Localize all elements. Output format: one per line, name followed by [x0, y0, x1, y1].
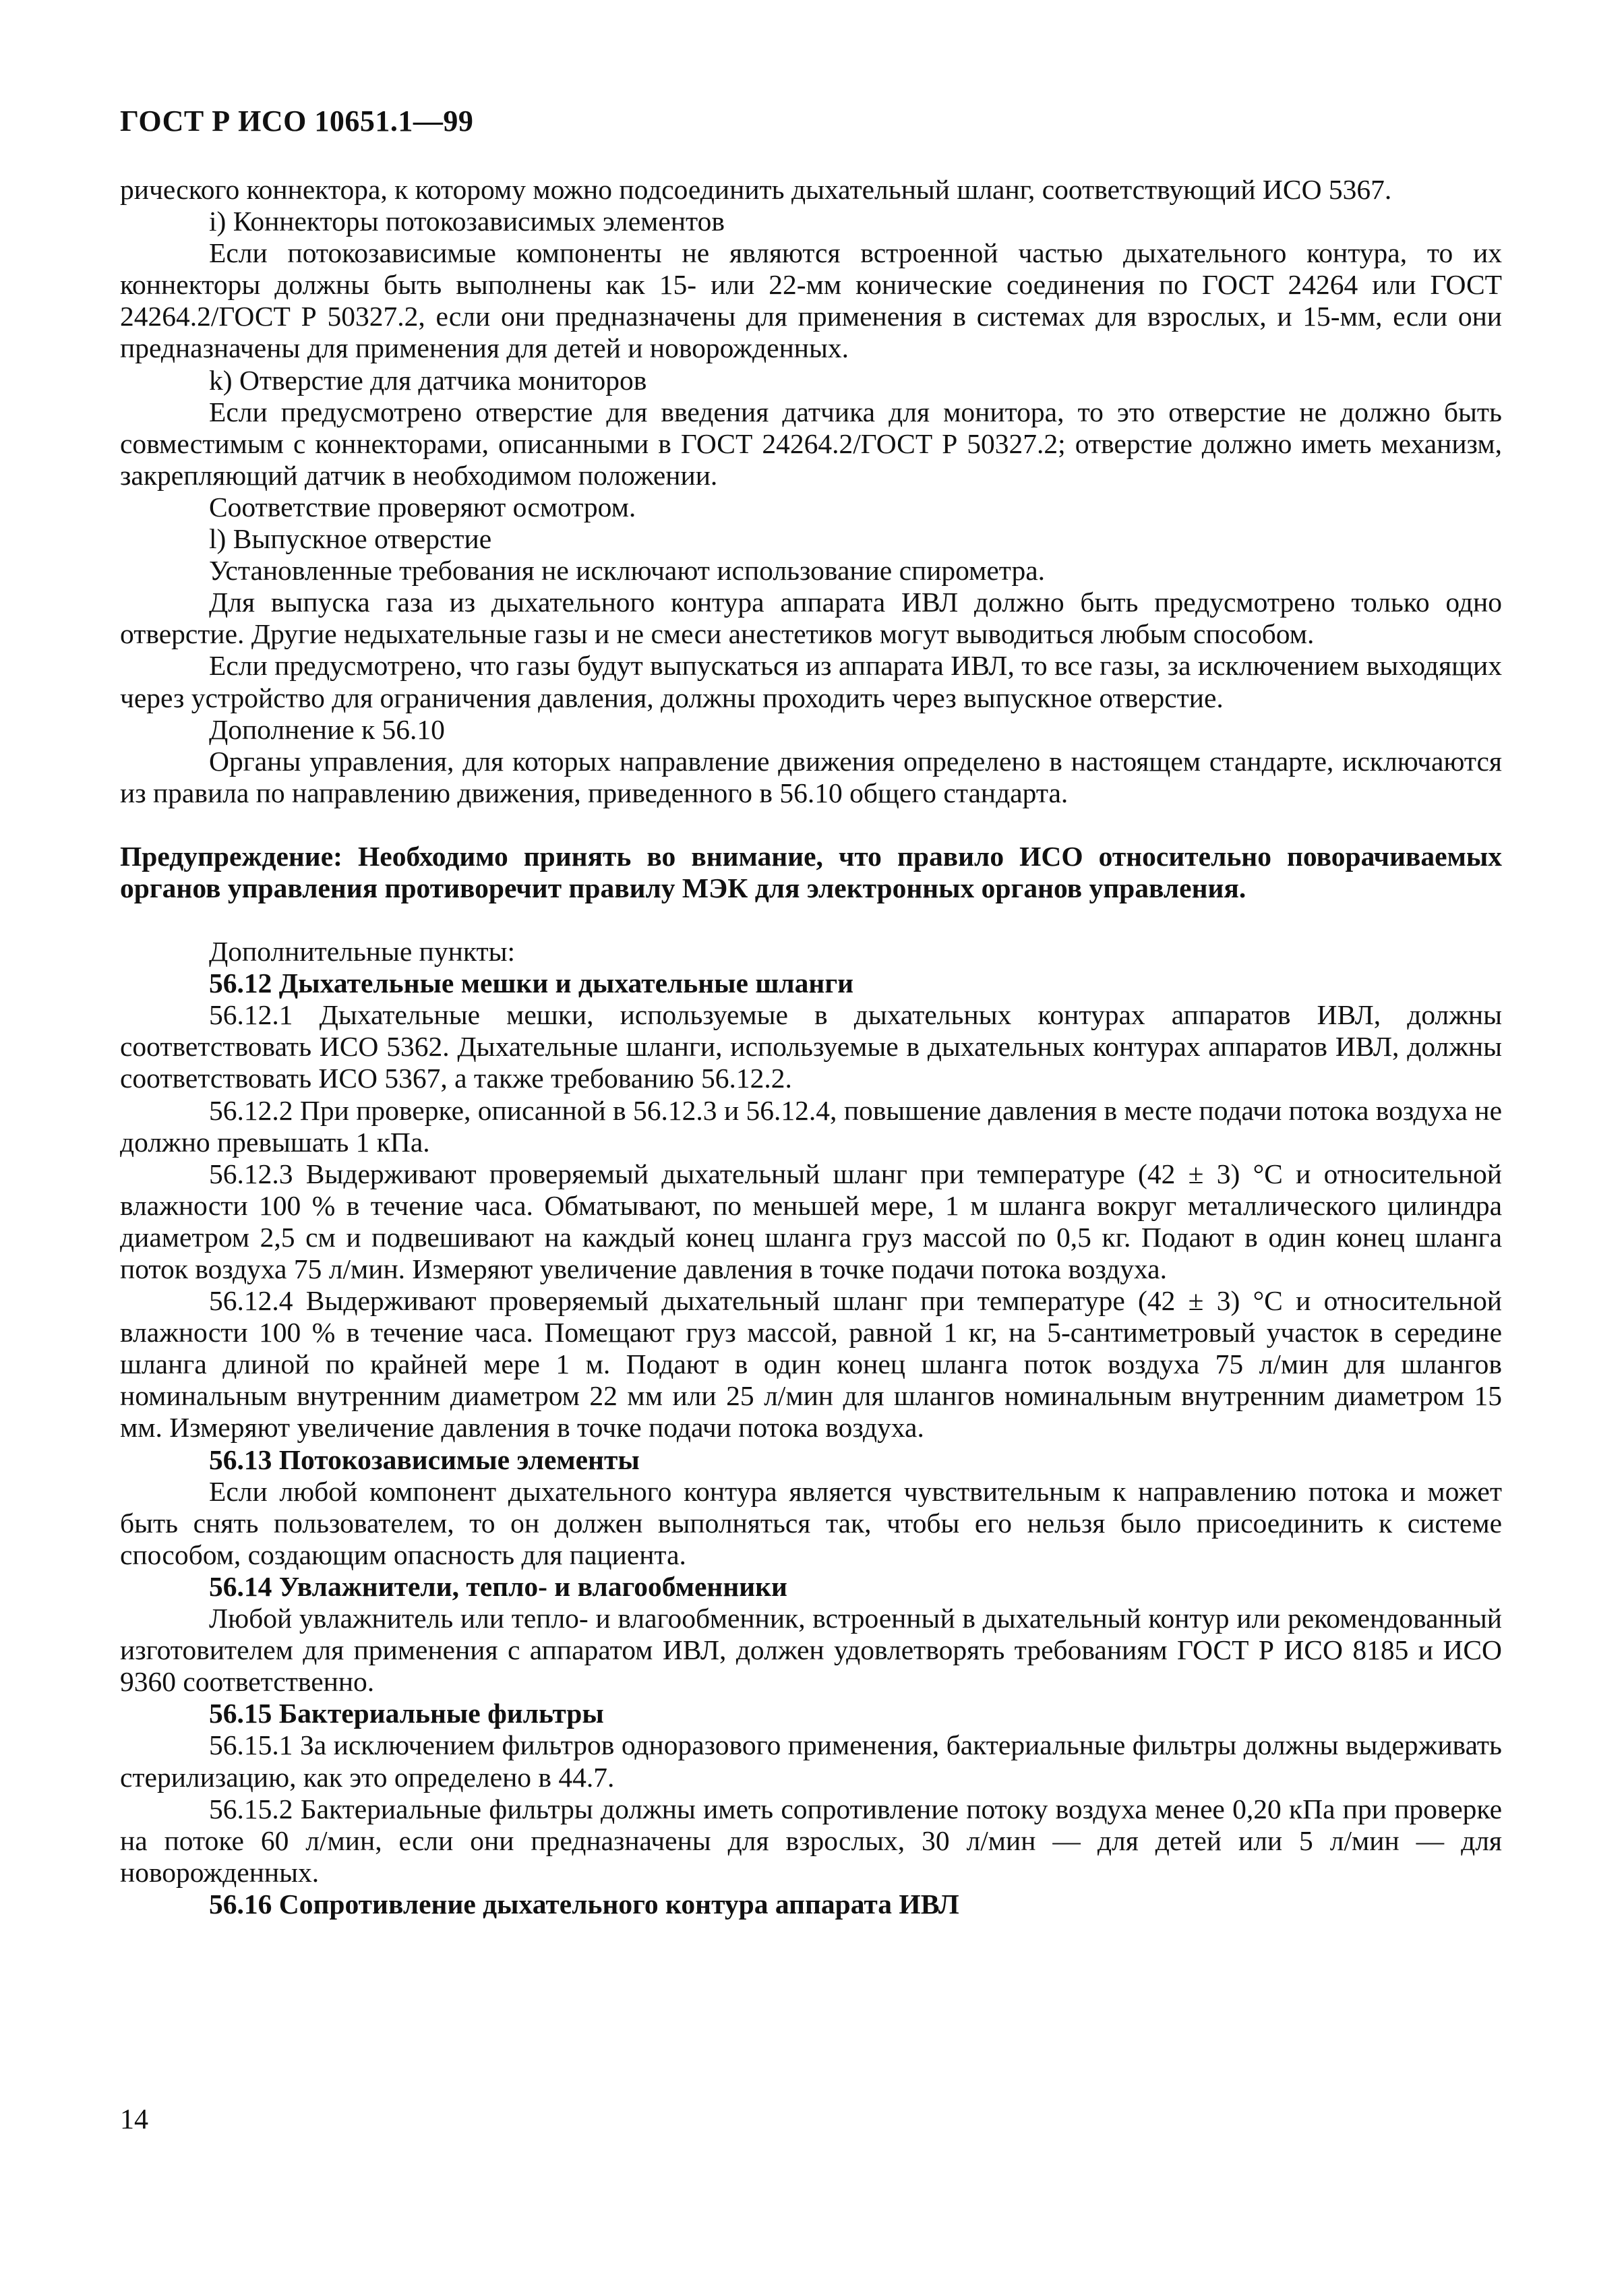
addition-text: Органы управления, для которых направление движения определено в настоящем стандарте, исключаются из правила по направлению движения, приведенного в 56.10 общего стандарта. — [120, 745, 1502, 808]
item-l-text-2: Для выпуска газа из дыхательного контура аппарата ИВЛ должно быть предусмотрено только одно отверстие. Другие недыхательные газы и не смеси анестетиков могут выводиться любым способом. — [120, 587, 1502, 650]
additional-items-heading: Дополнительные пункты: — [209, 936, 516, 968]
compliance-note: Соответствие проверяют осмотром. — [209, 491, 636, 523]
clause-56-13-text: Если любой компонент дыхательного контура является чувствительным к направлению потока и может быть снять пользователем, то он должен выполняться так, чтобы его нельзя было присоединить к системе способом, создающим опасность для пациента. — [120, 1475, 1502, 1570]
warning-paragraph: Предупреждение: Необходимо принять во внимание, что правило ИСО относительно поворачиваемых органов управления противоречит правилу МЭК для электронных органов управления. — [120, 840, 1502, 903]
document-header: ГОСТ Р ИСО 10651.1—99 — [120, 105, 474, 138]
clause-56-12-3: 56.12.3 Выдерживают проверяемый дыхательный шланг при температуре (42 ± 3) °С и относительной влажности 100 % в течение часа. Обматывают, по меньшей мере, 1 м шланга вокруг металлического цилиндра диаметром 2,5 см и подвешивают на каждый конец шланга груз массой по 0,5 кг. Подают в один конец шланга поток воздуха 75 л/мин. Измеряют увеличение давления в точке подачи потока воздуха. — [120, 1158, 1502, 1284]
item-k-heading: k) Отверстие для датчика мониторов — [209, 364, 647, 396]
document-body — [120, 174, 1502, 1920]
clause-56-15-2: 56.15.2 Бактериальные фильтры должны иметь сопротивление потоку воздуха менее 0,20 кПа при проверке на потоке 60 л/мин, если они предназначены для взрослых, 30 л/мин — для детей или 5 л/мин — для новорожденных. — [120, 1793, 1502, 1888]
section-56-13-heading: 56.13 Потокозависимые элементы — [209, 1444, 640, 1475]
addition-heading: Дополнение к 56.10 — [209, 713, 445, 745]
item-k-text: Если предусмотрено отверстие для введения датчика для монитора, то это отверстие не должно быть совместимым с коннекторами, описанными в ГОСТ 24264.2/ГОСТ Р 50327.2; отверстие должно иметь механизм, закрепляющий датчик в необходимом положении. — [120, 396, 1502, 491]
item-i-heading: i) Коннекторы потокозависимых элементов — [209, 206, 725, 237]
page-number: 14 — [120, 2104, 148, 2135]
item-l-text-1: Установленные требования не исключают использование спирометра. — [209, 555, 1045, 587]
clause-56-12-1: 56.12.1 Дыхательные мешки, используемые в дыхательных контурах аппаратов ИВЛ, должны соответствовать ИСО 5362. Дыхательные шланги, используемые в дыхательных контурах аппаратов ИВЛ, должны соответствовать ИСО 5367, а также требованию 56.12.2. — [120, 999, 1502, 1094]
item-i-text: Если потокозависимые компоненты не являются встроенной частью дыхательного контура, то их коннекторы должны быть выполнены как 15- или 22-мм конические соединения по ГОСТ 24264 или ГОСТ 24264.2/ГОСТ Р 50327.2, если они предназначены для применения в системах для взрослых, и 15-мм, если они предназначены для применения для детей и новорожденных. — [120, 237, 1502, 364]
section-56-12-heading: 56.12 Дыхательные мешки и дыхательные шланги — [209, 968, 854, 999]
section-56-14-heading: 56.14 Увлажнители, тепло- и влагообменники — [209, 1570, 787, 1602]
clause-56-15-1: 56.15.1 За исключением фильтров одноразового применения, бактериальные фильтры должны выдерживать стерилизацию, как это определено в 44.7. — [120, 1729, 1502, 1793]
clause-56-14-text: Любой увлажнитель или тепло- и влагообменник, встроенный в дыхательный контур или рекомендованный изготовителем для применения с аппаратом ИВЛ, должен удовлетворять требованиям ГОСТ Р ИСО 8185 и ИСО 9360 соответственно. — [120, 1603, 1502, 1698]
paragraph-continuation: рического коннектора, к которому можно подсоединить дыхательный шланг, соответствующий ИСО 5367. — [120, 174, 1392, 205]
section-56-16-heading: 56.16 Сопротивление дыхательного контура аппарата ИВЛ — [209, 1888, 959, 1920]
item-l-text-3: Если предусмотрено, что газы будут выпускаться из аппарата ИВЛ, то все газы, за исключением выходящих через устройство для ограничения давления, должны проходить через выпускное отверстие. — [120, 650, 1502, 713]
clause-56-12-4: 56.12.4 Выдерживают проверяемый дыхательный шланг при температуре (42 ± 3) °С и относительной влажности 100 % в течение часа. Помещают груз массой, равной 1 кг, на 5-сантиметровый участок в середине шланга длиной по крайней мере 1 м. Подают в один конец шланга поток воздуха 75 л/мин для шлангов номинальным внутренним диаметром 22 мм или 25 л/мин для шлангов номинальным внутренним диаметром 15 мм. Измеряют увеличение давления в точке подачи потока воздуха. — [120, 1285, 1502, 1444]
section-56-15-heading: 56.15 Бактериальные фильтры — [209, 1698, 604, 1729]
clause-56-12-2: 56.12.2 При проверке, описанной в 56.12.3 и 56.12.4, повышение давления в месте подачи потока воздуха не должно превышать 1 кПа. — [120, 1094, 1502, 1158]
item-l-heading: l) Выпускное отверстие — [209, 523, 492, 555]
